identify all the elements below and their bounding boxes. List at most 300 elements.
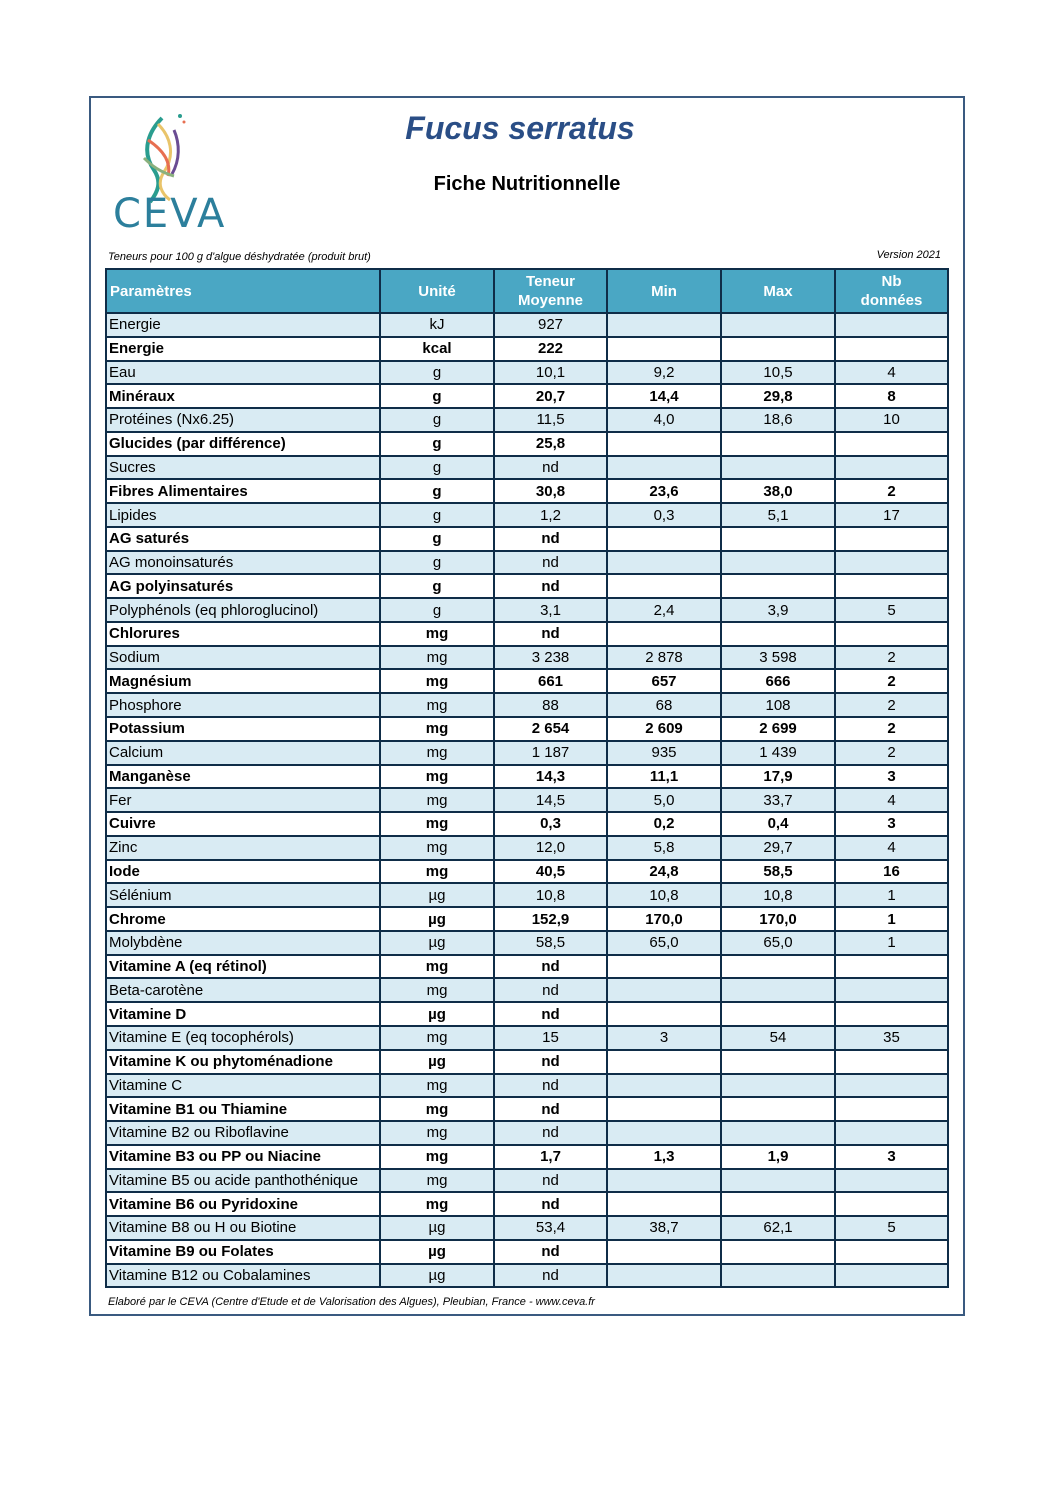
table-row [106,669,948,693]
cell-mean: 25,8 [494,432,607,456]
cell-min [607,622,721,646]
cell-max [721,1192,835,1216]
cell-param: Phosphore [106,693,380,717]
cell-max: 5,1 [721,503,835,527]
cell-nb: 5 [835,1216,948,1240]
cell-nb: 3 [835,812,948,836]
cell-param: AG polyinsaturés [106,574,380,598]
cell-param: Molybdène [106,931,380,955]
table-row [106,1026,948,1050]
cell-min [607,1097,721,1121]
cell-nb: 4 [835,836,948,860]
table-row [106,907,948,931]
cell-mean: nd [494,1074,607,1098]
table-row [106,741,948,765]
cell-param: Vitamine E (eq tocophérols) [106,1026,380,1050]
cell-unit: mg [380,1169,494,1193]
cell-nb [835,456,948,480]
cell-param: Magnésium [106,669,380,693]
table-row [106,313,948,337]
cell-param: Vitamine B1 ou Thiamine [106,1097,380,1121]
page-title: Fucus serratus [405,110,635,146]
nutrition-table [105,268,949,1288]
cell-nb [835,1192,948,1216]
cell-min [607,1169,721,1193]
cell-unit: mg [380,1192,494,1216]
cell-nb [835,622,948,646]
cell-param: Calcium [106,741,380,765]
cell-nb: 4 [835,788,948,812]
cell-max: 3,9 [721,598,835,622]
cell-mean: 3,1 [494,598,607,622]
cell-param: Vitamine B5 ou acide panthothénique [106,1169,380,1193]
cell-mean: 10,1 [494,361,607,385]
cell-min: 1,3 [607,1145,721,1169]
cell-nb: 35 [835,1026,948,1050]
cell-unit: g [380,456,494,480]
cell-param: Sucres [106,456,380,480]
cell-min [607,432,721,456]
cell-mean: nd [494,456,607,480]
cell-param: Vitamine B12 ou Cobalamines [106,1264,380,1288]
cell-unit: µg [380,1050,494,1074]
cell-max [721,456,835,480]
content-note: Teneurs pour 100 g d'algue déshydratée (produit brut) [108,251,371,263]
header-nb-line1: Nb [881,273,902,290]
cell-mean: 14,5 [494,788,607,812]
cell-mean: 53,4 [494,1216,607,1240]
cell-unit: µg [380,1240,494,1264]
cell-max: 29,7 [721,836,835,860]
table-header-row [106,269,948,313]
table-row [106,1121,948,1145]
cell-mean: 1,2 [494,503,607,527]
cell-param: AG monoinsaturés [106,551,380,575]
table-row [106,978,948,1002]
cell-unit: mg [380,1145,494,1169]
cell-param: Manganèse [106,765,380,789]
cell-min [607,955,721,979]
cell-max: 10,5 [721,361,835,385]
cell-param: Minéraux [106,384,380,408]
cell-nb [835,1121,948,1145]
cell-mean: 222 [494,337,607,361]
cell-min [607,551,721,575]
cell-nb [835,313,948,337]
cell-min: 657 [607,669,721,693]
cell-mean: 0,3 [494,812,607,836]
cell-unit: g [380,479,494,503]
cell-max: 18,6 [721,408,835,432]
cell-unit: mg [380,1097,494,1121]
cell-max: 2 699 [721,717,835,741]
cell-max [721,1097,835,1121]
cell-nb [835,1097,948,1121]
table-row [106,1264,948,1288]
cell-nb [835,1002,948,1026]
cell-max: 0,4 [721,812,835,836]
cell-param: Energie [106,337,380,361]
cell-max: 17,9 [721,765,835,789]
cell-param: Vitamine B9 ou Folates [106,1240,380,1264]
cell-min [607,1240,721,1264]
cell-unit: g [380,527,494,551]
cell-min: 0,3 [607,503,721,527]
cell-nb: 5 [835,598,948,622]
table-row [106,622,948,646]
cell-nb [835,1074,948,1098]
cell-unit: g [380,361,494,385]
cell-mean: nd [494,1264,607,1288]
table-row [106,1216,948,1240]
cell-min: 5,0 [607,788,721,812]
cell-mean: 1 187 [494,741,607,765]
header-min: Min [607,269,721,313]
table-row [106,598,948,622]
cell-mean: nd [494,1169,607,1193]
table-row [106,717,948,741]
cell-max [721,313,835,337]
table-row [106,337,948,361]
cell-min [607,456,721,480]
cell-unit: µg [380,1002,494,1026]
table-row [106,1145,948,1169]
table-row [106,788,948,812]
cell-param: Fibres Alimentaires [106,479,380,503]
table-row [106,646,948,670]
cell-min: 0,2 [607,812,721,836]
cell-unit: mg [380,1121,494,1145]
cell-min [607,337,721,361]
cell-mean: 12,0 [494,836,607,860]
cell-min [607,527,721,551]
cell-min: 4,0 [607,408,721,432]
cell-mean: 11,5 [494,408,607,432]
table-row [106,1240,948,1264]
cell-max [721,1074,835,1098]
cell-min [607,1192,721,1216]
table-row [106,883,948,907]
cell-unit: mg [380,788,494,812]
cell-mean: 30,8 [494,479,607,503]
cell-param: Potassium [106,717,380,741]
cell-min [607,1050,721,1074]
table-row [106,931,948,955]
cell-max [721,551,835,575]
cell-nb: 1 [835,883,948,907]
cell-mean: 927 [494,313,607,337]
table-body [106,313,948,1287]
cell-mean: 20,7 [494,384,607,408]
cell-max [721,622,835,646]
cell-unit: mg [380,646,494,670]
cell-nb [835,1240,948,1264]
cell-nb: 10 [835,408,948,432]
cell-param: Fer [106,788,380,812]
cell-nb: 2 [835,693,948,717]
cell-param: Beta-carotène [106,978,380,1002]
cell-unit: g [380,574,494,598]
cell-min: 14,4 [607,384,721,408]
cell-mean: nd [494,1121,607,1145]
cell-nb: 1 [835,931,948,955]
cell-param: Vitamine C [106,1074,380,1098]
cell-max: 3 598 [721,646,835,670]
cell-mean: nd [494,551,607,575]
cell-unit: mg [380,1026,494,1050]
cell-unit: mg [380,812,494,836]
cell-param: Vitamine A (eq rétinol) [106,955,380,979]
table-row [106,1002,948,1026]
cell-nb: 17 [835,503,948,527]
cell-max: 65,0 [721,931,835,955]
cell-param: Energie [106,313,380,337]
table-row [106,432,948,456]
cell-nb [835,1169,948,1193]
cell-unit: mg [380,741,494,765]
cell-unit: µg [380,1216,494,1240]
cell-mean: nd [494,1002,607,1026]
cell-max [721,1002,835,1026]
header-mean-line2: Moyenne [517,292,583,309]
cell-unit: µg [380,1264,494,1288]
cell-nb [835,551,948,575]
cell-max [721,978,835,1002]
cell-mean: 10,8 [494,883,607,907]
cell-unit: g [380,598,494,622]
table-row [106,1074,948,1098]
cell-min [607,1074,721,1098]
cell-unit: mg [380,693,494,717]
cell-nb [835,337,948,361]
cell-nb: 2 [835,646,948,670]
cell-unit: mg [380,622,494,646]
cell-min: 935 [607,741,721,765]
table-row [106,812,948,836]
cell-param: Cuivre [106,812,380,836]
version-label: Version 2021 [876,249,941,261]
cell-min: 68 [607,693,721,717]
cell-min: 5,8 [607,836,721,860]
cell-unit: mg [380,836,494,860]
cell-param: Glucides (par différence) [106,432,380,456]
header-max: Max [721,269,835,313]
cell-param: Iode [106,860,380,884]
cell-nb: 1 [835,907,948,931]
cell-nb [835,574,948,598]
cell-unit: g [380,551,494,575]
table-row [106,456,948,480]
cell-param: Lipides [106,503,380,527]
cell-unit: µg [380,931,494,955]
cell-unit: mg [380,860,494,884]
cell-min: 23,6 [607,479,721,503]
cell-unit: mg [380,765,494,789]
cell-param: Chrome [106,907,380,931]
cell-mean: nd [494,1050,607,1074]
cell-mean: nd [494,1240,607,1264]
table-row [106,836,948,860]
table-row [106,860,948,884]
table-row [106,1192,948,1216]
cell-min: 9,2 [607,361,721,385]
cell-min: 2 878 [607,646,721,670]
cell-max [721,1169,835,1193]
cell-mean: 2 654 [494,717,607,741]
cell-nb: 2 [835,669,948,693]
cell-unit: g [380,503,494,527]
cell-nb: 4 [835,361,948,385]
cell-min: 2,4 [607,598,721,622]
footer-credit: Elaboré par le CEVA (Centre d'Etude et de Valorisation des Algues), Pleubian, France - www.ceva.fr [108,1296,595,1308]
cell-mean: nd [494,978,607,1002]
cell-mean: nd [494,955,607,979]
cell-unit: kcal [380,337,494,361]
cell-max: 33,7 [721,788,835,812]
cell-mean: 1,7 [494,1145,607,1169]
cell-max: 1 439 [721,741,835,765]
cell-unit: g [380,408,494,432]
cell-max [721,527,835,551]
page-subtitle: Fiche Nutritionnelle [433,173,621,195]
cell-param: Vitamine B8 ou H ou Biotine [106,1216,380,1240]
cell-min: 38,7 [607,1216,721,1240]
cell-mean: nd [494,527,607,551]
cell-nb: 3 [835,1145,948,1169]
cell-min [607,1121,721,1145]
cell-param: Vitamine K ou phytoménadione [106,1050,380,1074]
cell-mean: 88 [494,693,607,717]
cell-max: 10,8 [721,883,835,907]
cell-unit: µg [380,883,494,907]
cell-max: 29,8 [721,384,835,408]
logo-text: CEVA [113,191,227,237]
cell-nb: 16 [835,860,948,884]
cell-nb: 2 [835,479,948,503]
cell-unit: kJ [380,313,494,337]
cell-nb [835,527,948,551]
cell-param: AG saturés [106,527,380,551]
cell-min: 3 [607,1026,721,1050]
cell-mean: 14,3 [494,765,607,789]
table-row [106,503,948,527]
cell-nb [835,955,948,979]
table-row [106,361,948,385]
table-row [106,1050,948,1074]
cell-unit: mg [380,717,494,741]
table-row [106,479,948,503]
cell-mean: nd [494,574,607,598]
cell-min [607,1002,721,1026]
cell-param: Sélénium [106,883,380,907]
cell-max: 666 [721,669,835,693]
cell-max: 170,0 [721,907,835,931]
table-row [106,384,948,408]
header-param: Paramètres [106,269,380,313]
cell-mean: 661 [494,669,607,693]
cell-nb: 2 [835,741,948,765]
cell-param: Vitamine B3 ou PP ou Niacine [106,1145,380,1169]
cell-unit: mg [380,1074,494,1098]
cell-mean: 3 238 [494,646,607,670]
table-row [106,765,948,789]
cell-min: 11,1 [607,765,721,789]
cell-unit: g [380,432,494,456]
table-row [106,1097,948,1121]
cell-max [721,1264,835,1288]
table-row [106,408,948,432]
cell-min: 10,8 [607,883,721,907]
header-unit: Unité [380,269,494,313]
header-mean-line1: Teneur [526,273,575,290]
cell-nb [835,978,948,1002]
cell-max: 1,9 [721,1145,835,1169]
table-row [106,574,948,598]
cell-param: Eau [106,361,380,385]
cell-min: 65,0 [607,931,721,955]
cell-max [721,337,835,361]
cell-max: 108 [721,693,835,717]
cell-max: 58,5 [721,860,835,884]
header-mean [494,269,607,313]
cell-max: 54 [721,1026,835,1050]
cell-min [607,1264,721,1288]
cell-mean: 152,9 [494,907,607,931]
table-row [106,527,948,551]
cell-param: Zinc [106,836,380,860]
cell-min: 2 609 [607,717,721,741]
cell-min [607,978,721,1002]
cell-max [721,1121,835,1145]
cell-min: 24,8 [607,860,721,884]
cell-unit: mg [380,978,494,1002]
cell-max: 38,0 [721,479,835,503]
cell-nb [835,432,948,456]
cell-min: 170,0 [607,907,721,931]
cell-max [721,1240,835,1264]
cell-nb: 2 [835,717,948,741]
cell-mean: 40,5 [494,860,607,884]
cell-unit: mg [380,955,494,979]
cell-param: Polyphénols (eq phloroglucinol) [106,598,380,622]
cell-param: Protéines (Nx6.25) [106,408,380,432]
cell-nb: 3 [835,765,948,789]
cell-unit: g [380,384,494,408]
cell-max [721,955,835,979]
cell-nb [835,1264,948,1288]
cell-max [721,432,835,456]
cell-mean: nd [494,1097,607,1121]
cell-max: 62,1 [721,1216,835,1240]
cell-unit: mg [380,669,494,693]
cell-param: Sodium [106,646,380,670]
cell-max [721,574,835,598]
header-nb [835,269,948,313]
cell-min [607,574,721,598]
cell-param: Vitamine D [106,1002,380,1026]
cell-param: Vitamine B6 ou Pyridoxine [106,1192,380,1216]
table-row [106,955,948,979]
cell-mean: 58,5 [494,931,607,955]
cell-param: Vitamine B2 ou Riboflavine [106,1121,380,1145]
cell-min [607,313,721,337]
cell-mean: 15 [494,1026,607,1050]
cell-param: Chlorures [106,622,380,646]
table-row [106,551,948,575]
cell-max [721,1050,835,1074]
cell-mean: nd [494,622,607,646]
cell-nb: 8 [835,384,948,408]
